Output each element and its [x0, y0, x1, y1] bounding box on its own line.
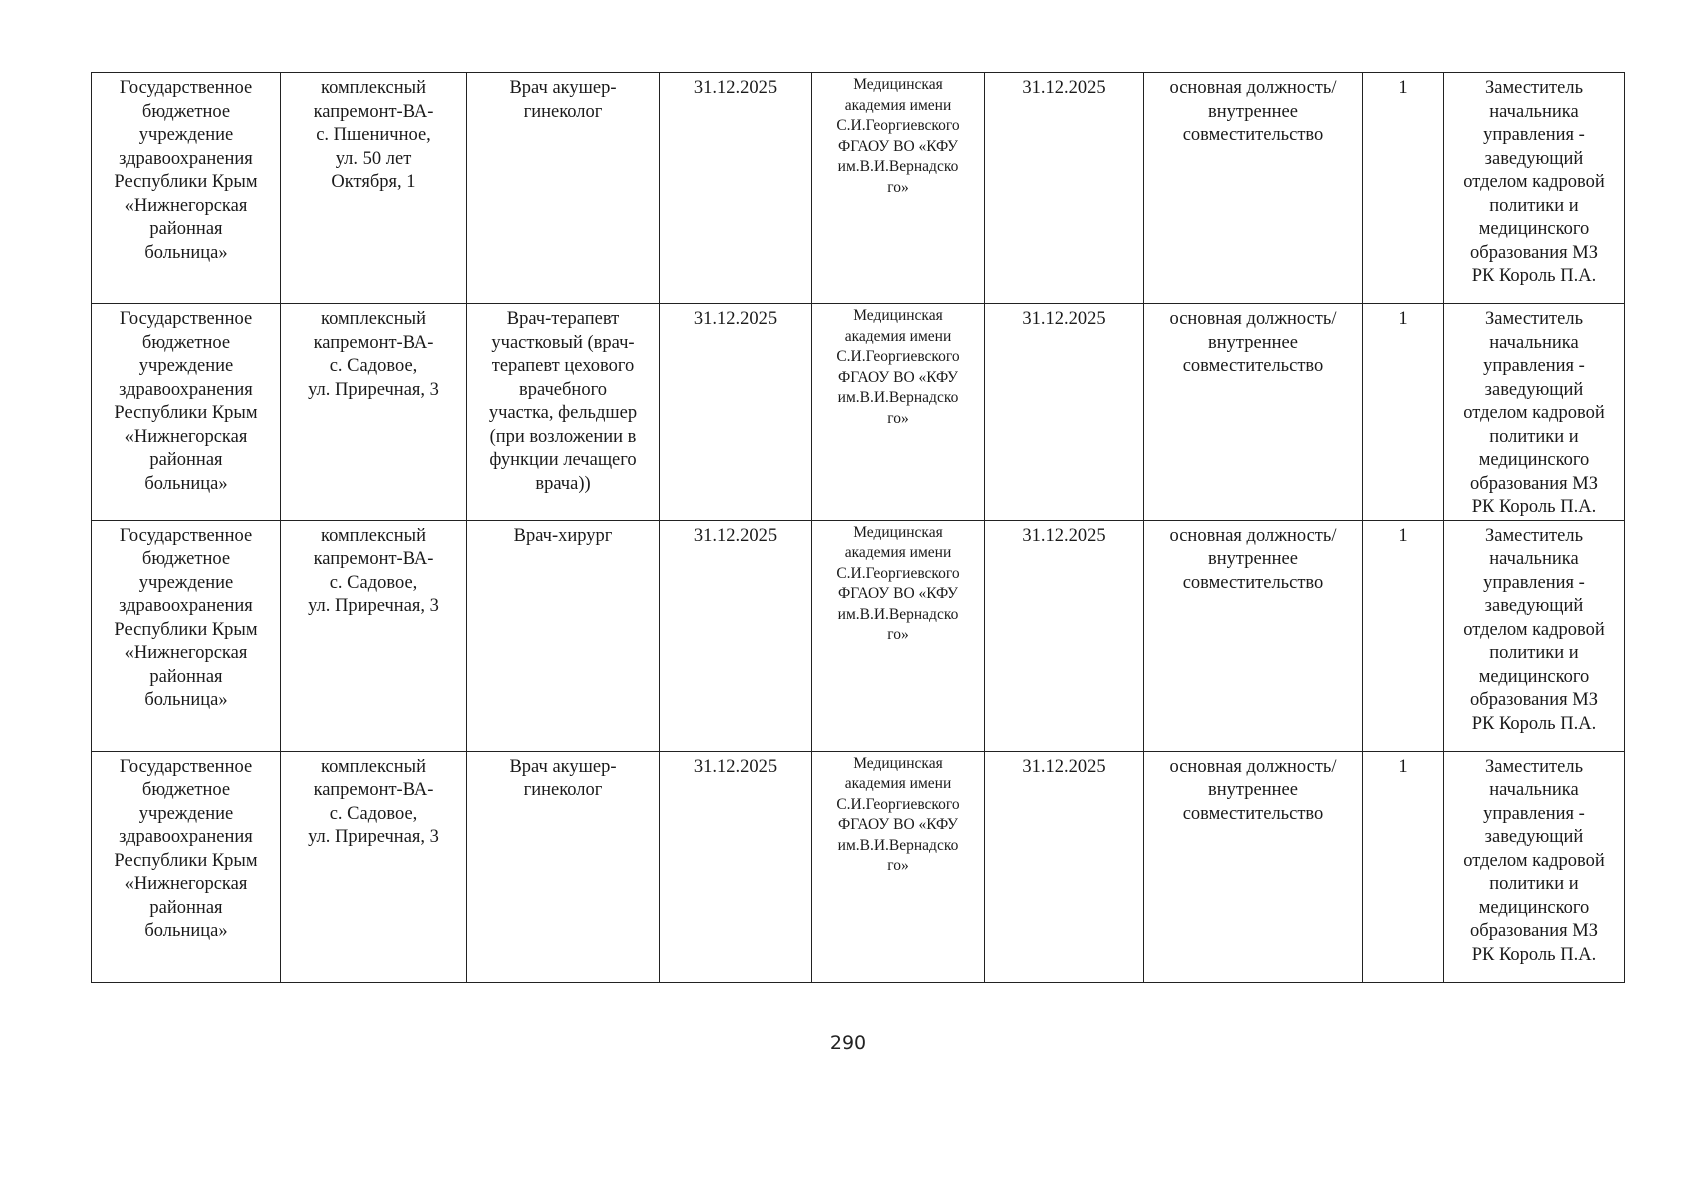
table-row: [92, 751, 1625, 982]
position-cell: Врач акушер- гинеколог: [467, 73, 660, 304]
training-org-cell: Медицинская академия имени С.И.Георгиевского ФГАОУ ВО «КФУ им.В.И.Вернадско го»: [812, 73, 985, 304]
training-org-cell: Медицинская академия имени С.И.Георгиевского ФГАОУ ВО «КФУ им.В.И.Вернадско го»: [812, 520, 985, 751]
count-cell: 1: [1363, 751, 1444, 982]
employment-type-cell: основная должность/ внутреннее совместительство: [1144, 304, 1363, 521]
date-cell: 31.12.2025: [660, 520, 812, 751]
institution-cell: Государственное бюджетное учреждение здравоохранения Республики Крым «Нижнегорская районная больница»: [92, 304, 281, 521]
date-cell: 31.12.2025: [985, 304, 1144, 521]
position-cell: Врач-хирург: [467, 520, 660, 751]
position-cell: Врач-терапевт участковый (врач- терапевт цехового врачебного участка, фельдшер (при возложении в функции лечащего врача)): [467, 304, 660, 521]
count-cell: 1: [1363, 73, 1444, 304]
responsible-cell: Заместитель начальника управления - заведующий отделом кадровой политики и медицинского образования МЗ РК Король П.А.: [1444, 751, 1625, 982]
count-cell: 1: [1363, 304, 1444, 521]
count-cell: 1: [1363, 520, 1444, 751]
project-cell: комплексный капремонт-ВА- с. Садовое, ул. Приречная, 3: [281, 304, 467, 521]
responsible-cell: Заместитель начальника управления - заведующий отделом кадровой политики и медицинского образования МЗ РК Король П.А.: [1444, 73, 1625, 304]
staffing-table: [91, 72, 1625, 983]
page-number: 290: [829, 1032, 867, 1054]
employment-type-cell: основная должность/ внутреннее совместительство: [1144, 73, 1363, 304]
responsible-cell: Заместитель начальника управления - заведующий отделом кадровой политики и медицинского образования МЗ РК Король П.А.: [1444, 520, 1625, 751]
institution-cell: Государственное бюджетное учреждение здравоохранения Республики Крым «Нижнегорская районная больница»: [92, 520, 281, 751]
date-cell: 31.12.2025: [985, 751, 1144, 982]
table-row: [92, 73, 1625, 304]
employment-type-cell: основная должность/ внутреннее совместительство: [1144, 751, 1363, 982]
responsible-cell: Заместитель начальника управления - заведующий отделом кадровой политики и медицинского образования МЗ РК Король П.А.: [1444, 304, 1625, 521]
table-row: [92, 304, 1625, 521]
institution-cell: Государственное бюджетное учреждение здравоохранения Республики Крым «Нижнегорская районная больница»: [92, 73, 281, 304]
table-row: [92, 520, 1625, 751]
position-cell: Врач акушер- гинеколог: [467, 751, 660, 982]
project-cell: комплексный капремонт-ВА- с. Садовое, ул. Приречная, 3: [281, 751, 467, 982]
project-cell: комплексный капремонт-ВА- с. Пшеничное, ул. 50 лет Октября, 1: [281, 73, 467, 304]
date-cell: 31.12.2025: [985, 520, 1144, 751]
employment-type-cell: основная должность/ внутреннее совместительство: [1144, 520, 1363, 751]
date-cell: 31.12.2025: [985, 73, 1144, 304]
training-org-cell: Медицинская академия имени С.И.Георгиевского ФГАОУ ВО «КФУ им.В.И.Вернадско го»: [812, 304, 985, 521]
institution-cell: Государственное бюджетное учреждение здравоохранения Республики Крым «Нижнегорская районная больница»: [92, 751, 281, 982]
training-org-cell: Медицинская академия имени С.И.Георгиевского ФГАОУ ВО «КФУ им.В.И.Вернадско го»: [812, 751, 985, 982]
date-cell: 31.12.2025: [660, 73, 812, 304]
date-cell: 31.12.2025: [660, 304, 812, 521]
project-cell: комплексный капремонт-ВА- с. Садовое, ул. Приречная, 3: [281, 520, 467, 751]
date-cell: 31.12.2025: [660, 751, 812, 982]
